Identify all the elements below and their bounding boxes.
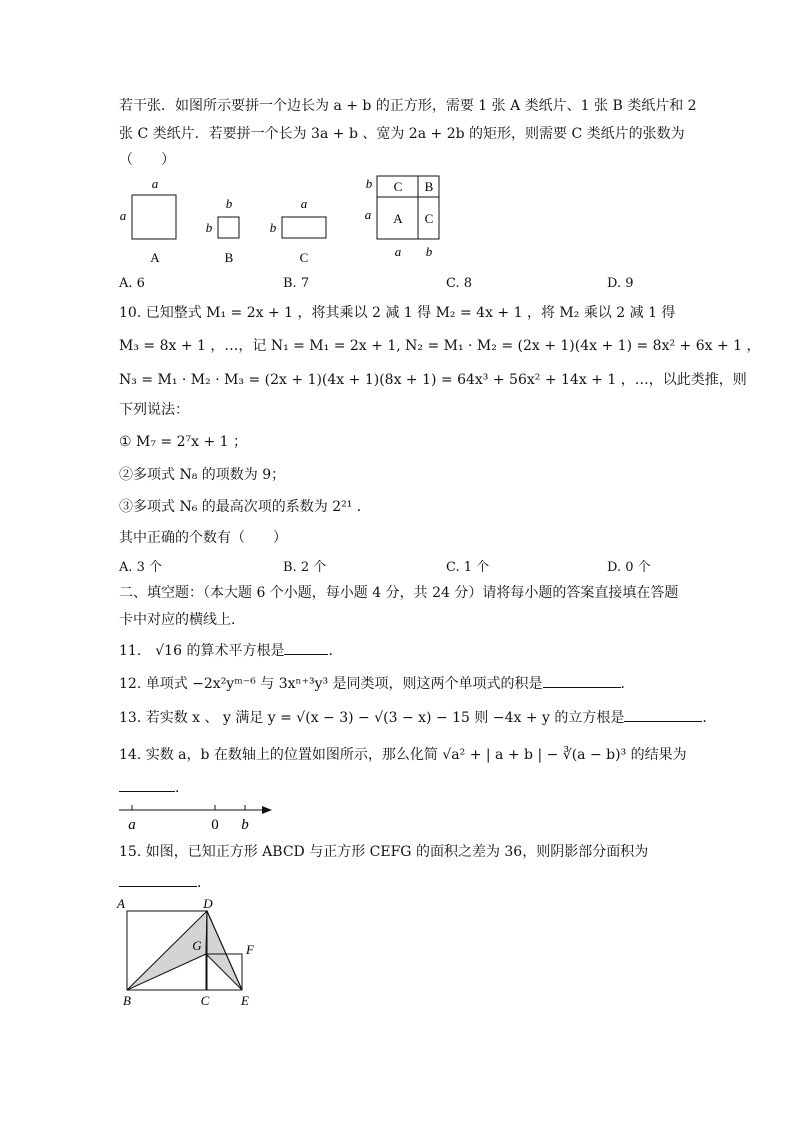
tile-c-name: C [299,250,309,265]
q10-statement-2: ②多项式 N₈ 的项数为 9； [119,467,286,483]
q10-ask: 其中正确的个数有（ ） [119,530,287,546]
q15-text: 15. 如图，已知正方形 ABCD 与正方形 CEFG 的面积之差为 36，则阴影部分面积为 [119,844,649,860]
section2-line-1: 二、填空题：（本大题 6 个小题，每小题 4 分，共 24 分）请将每小题的答案直接填在答题 [119,585,679,601]
big-left-top-label: b [365,176,373,191]
tile-b-name: B [224,250,234,265]
q14-text: 14. 实数 a，b 在数轴上的位置如图所示，那么化简 √a² + | a + b | − ∛(a − b)³ 的结果为 [119,747,687,763]
q12 [119,673,635,694]
q13-answer-blank[interactable] [624,707,702,722]
q12-end: ． [620,676,635,692]
tile-b-square [218,217,239,238]
q15-squares-figure [115,892,265,1012]
label-b: b [241,817,249,833]
q10-line-1: 10. 已知整式 M₁ = 2x + 1 ，将其乘以 2 减 1 得 M₂ = 4x + 1 ，将 M₂ 乘以 2 减 1 得 [119,305,676,321]
q15-end: ． [197,875,211,891]
big-left-mid-label: a [364,207,372,222]
point-a: A [117,896,125,911]
tile-c-side-label: b [269,220,277,235]
q15-answer-line [119,872,211,893]
q9-option-a: A. 6 [119,276,145,291]
big-cell-top-left: C [393,179,403,194]
tile-b-top-label: b [225,196,233,211]
q10-option-d: D. 0 个 [607,560,651,575]
number-line-arrow-icon [262,806,272,814]
big-bottom-right-label: b [425,244,433,259]
q9-line-1: 若干张．如图所示要拼一个边长为 a + b 的正方形，需要 1 张 A 类纸片、1 张 B 类纸片和 2 [119,98,697,114]
tile-c-rect [282,217,326,238]
tile-a-top-label: a [151,176,159,191]
tile-a-side-label: a [119,208,127,223]
q14-number-line [119,800,279,836]
point-f: F [246,942,254,957]
tile-c-top-label: a [300,196,308,211]
tile-a-name: A [150,250,160,265]
q13-end: ． [702,710,717,726]
q14-end: ． [175,780,189,796]
big-cell-bottom-right: C [424,211,434,226]
q9-tiles-figure [110,170,350,270]
q11-end: ． [328,643,343,659]
q9-assembled-square [360,170,450,262]
point-c: C [200,993,210,1008]
tile-a-square [132,195,176,239]
q14-answer-line [119,777,189,798]
q10-line-3: N₃ = M₁ · M₂ · M₃ = (2x + 1)(4x + 1)(8x + 1) = 64x³ + 56x² + 14x + 1 ，…，以此类推，则 [119,372,747,388]
big-bottom-left-label: a [394,244,402,259]
point-d: D [203,896,213,911]
point-g: G [192,938,202,953]
point-e: E [241,993,249,1008]
q12-text: 12. 单项式 −2x²yᵐ⁻⁶ 与 3xⁿ⁺³y³ 是同类项，则这两个单项式的积是 [119,676,543,692]
q10-line-4: 下列说法： [119,402,189,418]
q9-option-c: C. 8 [446,276,473,291]
label-a: a [128,817,136,833]
point-b: B [123,993,131,1008]
q9-option-d: D. 9 [607,276,634,291]
q11-text: 11. √16 的算术平方根是 [119,643,285,659]
q11 [119,640,342,661]
q10-option-a: A. 3 个 [119,560,163,575]
q15-answer-blank[interactable] [119,872,197,887]
q14-answer-blank[interactable] [119,777,175,792]
q9-answer-paren: （ ） [119,152,175,168]
big-cell-bottom-left: A [393,211,403,226]
big-cell-top-right: B [424,179,434,194]
q11-answer-blank[interactable] [284,640,328,655]
label-zero: 0 [211,817,219,833]
q12-answer-blank[interactable] [543,673,621,688]
q10-statement-1: ① M₇ = 2⁷x + 1 ； [119,434,247,450]
tile-b-side-label: b [205,220,213,235]
q10-line-2: M₃ = 8x + 1 ，…，记 N₁ = M₁ = 2x + 1, N₂ = M₁ · M₂ = (2x + 1)(4x + 1) = 8x² + 6x + 1 ， [119,338,761,354]
q10-option-c: C. 1 个 [446,560,490,575]
q10-option-b: B. 2 个 [283,560,327,575]
q13 [119,707,716,728]
q9-line-2: 张 C 类纸片．若要拼一个长为 3a + b 、宽为 2a + 2b 的矩形，则需要 C 类纸片的张数为 [119,126,685,142]
section2-line-2: 卡中对应的横线上． [119,612,245,628]
q10-statement-3: ③多项式 N₆ 的最高次项的系数为 2²¹ ． [119,499,371,515]
q13-text: 13. 若实数 x 、 y 满足 y = √(x − 3) − √(3 − x) − 15 则 −4x + y 的立方根是 [119,710,625,726]
q9-option-b: B. 7 [283,276,310,291]
